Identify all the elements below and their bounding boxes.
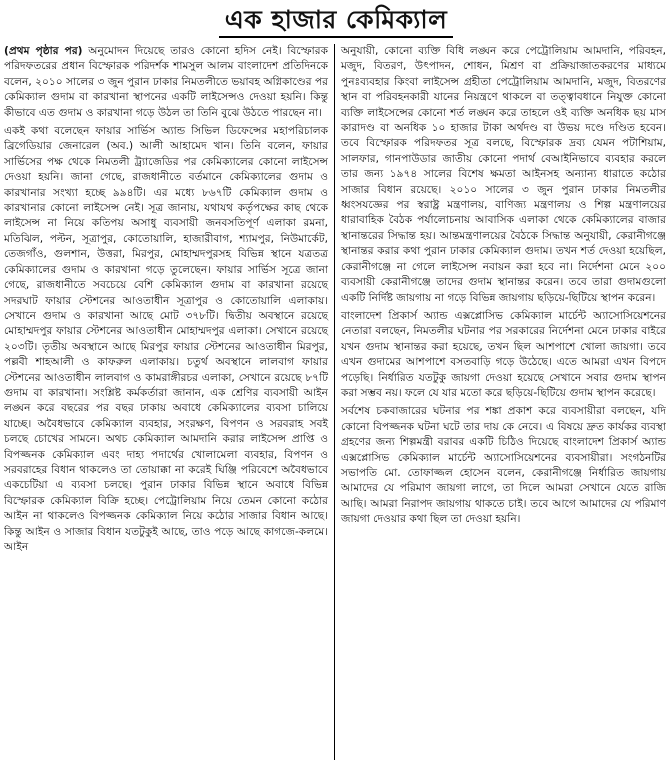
headline: এক হাজার কেমিক্যাল xyxy=(219,4,453,38)
right-paragraph-1: অনুযায়ী, কোনো ব্যক্তি বিধি লঙ্ঘন করে পেট্রোলিয়াম আমদানি, পরিবহন, মজুদ, বিতরণ, উৎপাদন, শোধন, মিশ্রণ বা প্রক্রিয়াজাতকরণের মাধ্যমে পুনঃব্যবহার কিংবা লাইসেন্স গ্রহীতা পেট্রোলিয়াম আমদানি, মজুদ, বিতরণের স্থান বা পরিবহনকারী যানের নিয়ন্ত্রণে থাকলে বা তত্ত্বাবধানে নিযুক্ত কোনো ব্যক্তি লাইসেন্সের কোনো শর্ত লঙ্ঘন করে তাহলে ওই ব্যক্তি অনধিক ছয় মাস কারাদণ্ড বা অনধিক ১০ হাজার টাকা অর্থদণ্ড বা উভয় দণ্ডে দণ্ডিত হবেন। তবে বিস্ফোরক পরিদফতর সূত্র বলছে, বিস্ফোরক দ্রব্য যেমন পটাশিয়াম, সালফার, গানপাউডার জাতীয় কোনো পদার্থ বেআইনিভাবে ব্যবহার করলে তার জন্য ১৯৭৪ সালের বিশেষ ক্ষমতা আইনসহ অন্যান্য ধারাতে কঠোর সাজার বিধান রয়েছে। ২০১০ সালের ৩ জুন পুরান ঢাকার নিমতলীর ধ্বংসযজ্ঞের পর স্বরাষ্ট্র মন্ত্রণালয়, বাণিজ্য মন্ত্রণালয় ও শিল্প মন্ত্রণালয়ের ধারাবাহিক বৈঠক পর্যালোচনায় আবাসিক এলাকা থেকে কেমিক্যালের বাজার স্থানান্তরের সিদ্ধান্ত হয়। আন্তমন্ত্রণালয়ের বৈঠকে সিদ্ধান্ত অনুযায়ী, কেরানীগঞ্জে স্থানান্তর করার কথা পুরান ঢাকার কেমিক্যাল গুদাম। তখন শর্ত দেওয়া হয়েছিল, কেরানীগঞ্জে না গেলে লাইসেন্স নবায়ন করা হবে না। নির্দেশনা মেনে ২০০ ব্যবসায়ী কেরানীগঞ্জে তাদের গুদাম স্থানান্তর করেন। তবে তারা গুদামগুলো একটি নির্দিষ্ট জায়গায় না গড়ে বিভিন্ন জায়গায় ছড়িয়ে-ছিটিয়ে স্থাপন করেন। xyxy=(341,45,666,304)
left-paragraph-1 xyxy=(4,44,328,121)
article-columns xyxy=(4,44,668,760)
headline-block xyxy=(4,4,668,38)
right-paragraph-3: সর্বশেষ চকবাজারের ঘটনার পর শঙ্কা প্রকাশ করে ব্যবসায়ীরা বলছেন, যদি কোনো বিপজ্জনক ঘটনা ঘটে তার দায় কে নেবে। এ বিষয়ে দ্রুত কার্যকর ব্যবস্থা গ্রহণের জন্য শিল্পমন্ত্রী বরাবর একটি চিঠিও দিয়েছে বাংলাদেশ প্রিকার্স অ্যান্ড এক্সপ্লোসিভ কেমিক্যাল মার্চেন্ট অ্যাসোসিয়েশনের ব্যবসায়ীরা। সংগঠনটির সভাপতি মো. তোফাজ্জল হোসেন বলেন, কেরানীগঞ্জে নির্ধারিত জায়গায় আমাদের যে পরিমাণ জায়গা লাগে, তা দিলে আমরা সেখানে যেতে রাজি আছি। আমরা নিরাপদ জায়গায় থাকতে চাই। তবে আগে আমাদের যে পরিমাণ জায়গা দেওয়ার কথা ছিল তা দেওয়া হয়নি। xyxy=(341,405,666,526)
continued-from-label: (প্রথম পৃষ্ঠার পর) xyxy=(4,45,83,57)
column-left xyxy=(4,44,335,760)
left-paragraph-1-text: অনুমোদন দিয়েছে তারও কোনো হদিস নেই। বিস্ফোরক পরিদফতরের প্রধান বিস্ফোরক পরিদর্শক শামসুল আলম বাংলাদেশ প্রতিদিনকে বলেন, ২০১০ সালের ৩ জুন পুরান ঢাকার নিমতলীতে ভয়াবহ অগ্নিকাণ্ডের পর কেমিক্যাল গুদাম বা কারখানা স্থাপনের একটি লাইসেন্সও দেওয়া হয়নি। কিন্তু কীভাবে এত গুদাম ও কারখানা গড়ে উঠল তা তিনি বুঝে উঠতে পারছেন না। xyxy=(4,45,328,119)
column-right xyxy=(335,44,666,760)
left-paragraph-2: একই কথা বলেছেন ফায়ার সার্ভিস অ্যান্ড সিভিল ডিফেন্সের মহাপরিচালক ব্রিগেডিয়ার জেনারেল (অব.) আলী আহামেদ খান। তিনি বলেন, ফায়ার সার্ভিসের পক্ষ থেকে নিমতলী ট্র্যাজেডির পর কেমিক্যালের কোনো লাইসেন্স দেওয়া হয়নি। জানা গেছে, রাজধানীতে বর্তমানে কেমিক্যালের গুদাম ও কারখানার সংখ্যা হচ্ছে ৯৯৪টি। এর মধ্যে ৮৬৭টি কেমিক্যাল গুদাম ও কারখানার কোনো লাইসেন্স নেই। সূত্র জানায়, যথাযথ কর্তৃপক্ষের কাছ থেকে লাইসেন্স না নিয়ে কতিপয় অসাধু ব্যবসায়ী জনবসতিপূর্ণ এলাকা রমনা, মতিঝিল, পল্টন, সূত্রাপুর, কোতোয়ালি, হাজারীবাগ, শ্যামপুর, নিউমার্কেট, তেজগাঁও, গুলশান, উত্তরা, মিরপুর, মোহাম্মদপুরসহ বিভিন্ন স্থানে যত্রতত্র কেমিক্যালের গুদাম ও কারখানা গড়ে তুলেছেন। ফায়ার সার্ভিস সূত্রে জানা গেছে, রাজধানীতে সবচেয়ে বেশি কেমিক্যাল গুদাম বা কারখানা রয়েছে সদরঘাট ফায়ার স্টেশনের আওতাধীন সূত্রাপুর ও কোতোয়ালি এলাকায়। সেখানে গুদাম ও কারখানা আছে মোট ৩৭৮টি। দ্বিতীয় অবস্থানে রয়েছে মোহাম্মদপুর ফায়ার স্টেশনের আওতাধীন মোহাম্মদপুর এলাকা। সেখানে রয়েছে ২০৩টি। তৃতীয় অবস্থানে আছে মিরপুর ফায়ার স্টেশনের আওতাধীন মিরপুর, পল্লবী শাহআলী ও কাফরুল এলাকায়। চতুর্থ অবস্থানে লালবাগ ফায়ার স্টেশনের আওতাধীন লালবাগ ও কামরাঙ্গীরচর এলাকা, সেখানে রয়েছে ৮৭টি গুদাম বা কারখানা। সংশ্লিষ্ট কর্মকর্তারা জানান, এক শ্রেণির ব্যবসায়ী আইন লঙ্ঘন করে বছরের পর বছর ঢাকায় অবাধে কেমিক্যালের ব্যবসা চালিয়ে যাচ্ছে। অবৈধভাবে কেমিক্যাল ব্যবহার, সংরক্ষণ, বিপণন ও সরবরাহ সবই চলছে চোখের সামনে। অথচ কেমিক্যাল আমদানি করার লাইসেন্স প্রাপ্তি ও বিপজ্জনক কেমিক্যাল এবং দাহ্য পদার্থের খোলামেলা ব্যবহার, বিপণন ও সরবরাহের বিধান থাকলেও তা তোয়াক্কা না করেই ঘিঞ্জি পরিবেশে অবৈধভাবে একচেটিয়া এ ব্যবসা চলছে। পুরান ঢাকার বিভিন্ন স্থানে অবাধে বিভিন্ন বিস্ফোরক কেমিক্যাল বিক্রি হচ্ছে। পেট্রোলিয়াম নিয়ে তেমন কোনো কঠোর আইন না থাকলেও বিপজ্জনক কেমিক্যাল নিয়ে কঠোর সাজার বিধান আছে। কিন্তু আইন ও সাজার বিধান যতটুকুই আছে, তাও পড়ে আছে কাগজে-কলমে। আইন xyxy=(4,125,328,553)
right-paragraph-2: বাংলাদেশ প্রিকার্স অ্যান্ড এক্সপ্লোসিভ কেমিক্যাল মার্চেন্ট অ্যাসোসিয়েশনের নেতারা বলছেন, নিমতলীর ঘটনার পর সরকারের নির্দেশনা মেনে ঢাকার বাইরে যখন গুদাম স্থানান্তর করা হয়েছে, তখন ছিল আশপাশে খোলা জায়গা। তবে এখন গুদামের আশপাশে বসতবাড়ি গড়ে উঠেছে। এতে আমরা এখন বিপদে পড়েছি। নির্ধারিত যতটুকু জায়গা দেওয়া হয়েছে সেখানে সবার গুদাম স্থাপন করা সম্ভব নয়। ফলে যে যার মতো করে ছড়িয়ে-ছিটিয়ে গুদাম স্থাপন করেছে। xyxy=(341,309,666,399)
